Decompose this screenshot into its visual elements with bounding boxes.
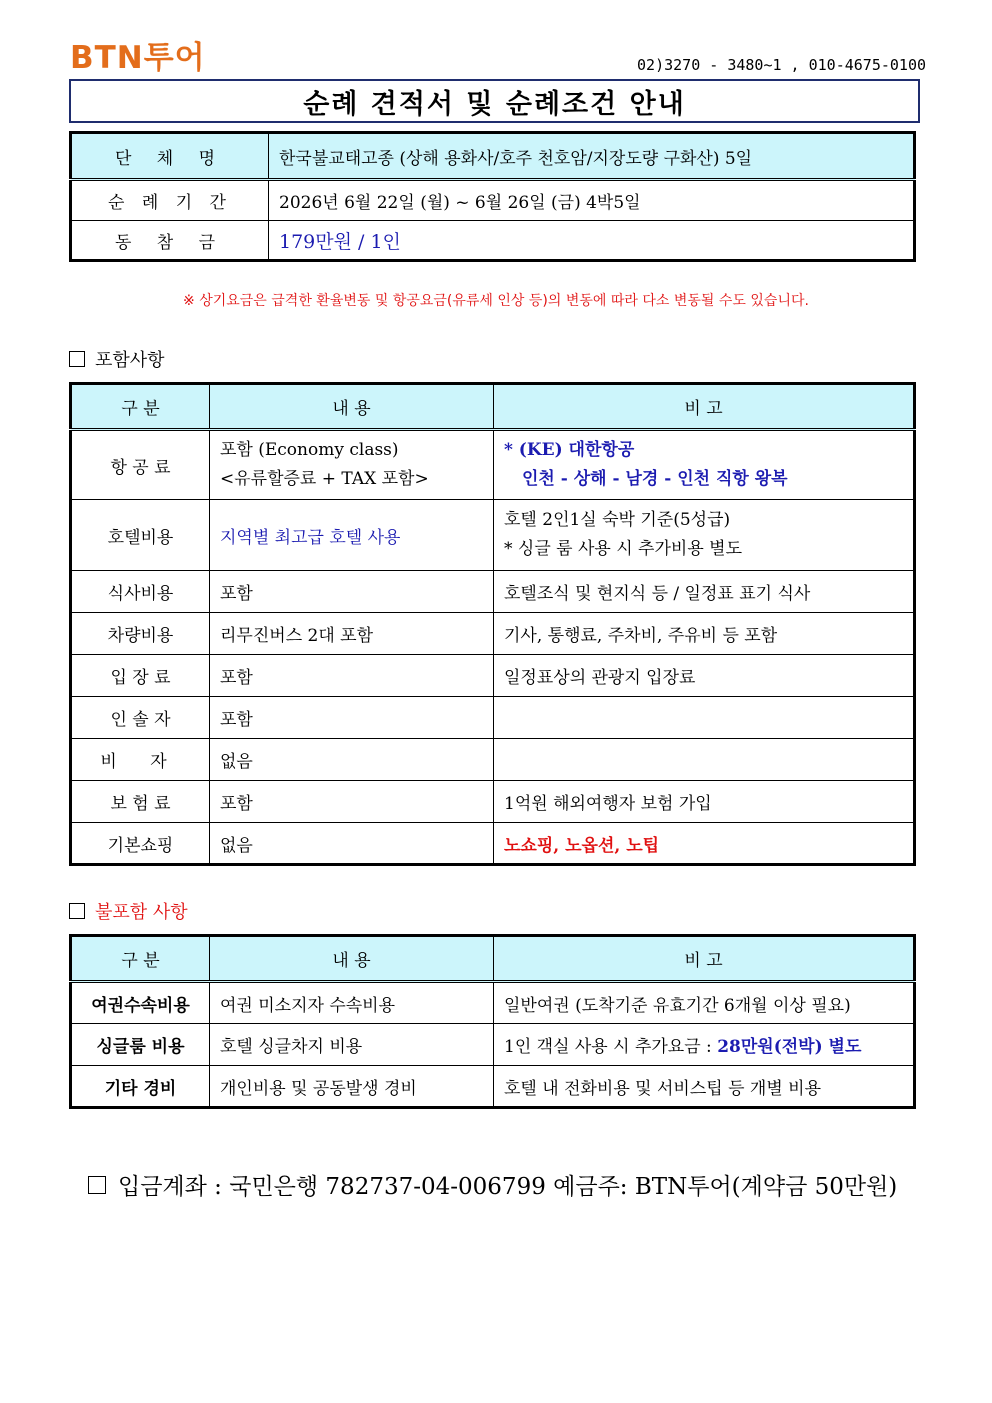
table-row: [71, 982, 915, 1024]
row-category: 보 험 료: [71, 781, 210, 823]
remark-line: * (KE) 대한항공: [504, 440, 635, 460]
company-logo: BTN투어: [70, 40, 206, 76]
info-row-period: [71, 180, 915, 221]
col-header-remark: 비 고: [494, 936, 915, 982]
row-remark: [494, 982, 915, 1024]
table-row: [71, 1024, 915, 1066]
info-value-period: 2026년 6월 22일 (월) ~ 6월 26일 (금) 4박5일: [269, 180, 915, 221]
page-title: 순례 견적서 및 순례조건 안내: [69, 79, 920, 123]
info-row-price: [71, 221, 915, 261]
info-label-group: 단 체 명: [71, 133, 269, 180]
row-remark: 호텔조식 및 현지식 등 / 일정표 표기 식사: [494, 571, 915, 613]
table-row: [71, 500, 915, 571]
remark-text: 호텔 내 전화비용 및 서비스팁 등 개별 비용: [504, 1078, 822, 1099]
row-remark: 노쇼핑, 노옵션, 노팁: [494, 823, 915, 865]
row-content: 리무진버스 2대 포함: [210, 613, 494, 655]
bank-account-text: 입금계좌 : 국민은행 782737-04-006799 예금주: BTN투어(계약금 50만원): [118, 1174, 898, 1200]
row-content: 포함: [210, 781, 494, 823]
info-table: [69, 131, 916, 262]
bank-account-info: [88, 1168, 897, 1201]
row-remark: 일정표상의 관광지 입장료: [494, 655, 915, 697]
table-row: [71, 739, 915, 781]
checkbox-icon: [69, 351, 85, 367]
remark-text: 1인 객실 사용 시 추가요금 :: [504, 1037, 718, 1057]
row-content: 포함: [210, 697, 494, 739]
remark-line: 호텔 2인1실 숙박 기준(5성급): [504, 510, 731, 530]
remark-line: 인천 - 상해 - 남경 - 인천 직항 왕복: [522, 469, 788, 489]
info-value-group: 한국불교태고종 (상해 용화사/호주 천호암/지장도량 구화산) 5일: [269, 133, 915, 180]
row-category: 비 자: [71, 739, 210, 781]
content-line: 포함 (Economy class): [220, 440, 399, 460]
excluded-section-title: 불포함 사항: [95, 902, 188, 923]
row-content: 없음: [210, 739, 494, 781]
included-section-title: 포함사항: [95, 350, 165, 371]
excluded-table: [69, 934, 916, 1109]
info-label-period: 순 례 기 간: [71, 180, 269, 221]
excluded-header-row: [71, 936, 915, 982]
row-category: 항 공 료: [71, 430, 210, 500]
included-table: [69, 382, 916, 866]
remark-line: * 싱글 룸 사용 시 추가비용 별도: [504, 539, 742, 559]
info-label-price: 동 참 금: [71, 221, 269, 261]
row-content: 개인비용 및 공동발생 경비: [210, 1066, 494, 1108]
row-category: 기타 경비: [71, 1066, 210, 1108]
table-row: [71, 613, 915, 655]
table-row: [71, 430, 915, 500]
row-category: 식사비용: [71, 571, 210, 613]
col-header-category: 구 분: [71, 384, 210, 430]
row-content: [210, 430, 494, 500]
row-category: 기본쇼핑: [71, 823, 210, 865]
col-header-remark: 비 고: [494, 384, 915, 430]
checkbox-icon: [88, 1176, 106, 1194]
row-remark: [494, 1066, 915, 1108]
row-remark: [494, 500, 915, 571]
row-category: 입 장 료: [71, 655, 210, 697]
table-row: [71, 571, 915, 613]
checkbox-icon: [69, 903, 85, 919]
row-content: 지역별 최고급 호텔 사용: [210, 500, 494, 571]
row-remark: [494, 1024, 915, 1066]
table-row: [71, 781, 915, 823]
included-section-heading: [69, 346, 165, 372]
remark-highlight: 28만원(전박) 별도: [717, 1037, 862, 1057]
row-remark: [494, 430, 915, 500]
row-category: 호텔비용: [71, 500, 210, 571]
info-value-price: 179만원 / 1인: [269, 221, 915, 261]
row-content: 여권 미소지자 수속비용: [210, 982, 494, 1024]
remark-text: 일반여권 (도착기준 유효기간 6개월 이상 필요): [504, 995, 851, 1016]
row-content: 없음: [210, 823, 494, 865]
row-remark: [494, 697, 915, 739]
col-header-content: 내 용: [210, 936, 494, 982]
content-line: <유류할증료 + TAX 포함>: [220, 469, 429, 489]
table-row: [71, 1066, 915, 1108]
row-category: 인 솔 자: [71, 697, 210, 739]
phone-numbers: 02)3270 - 3480~1 , 010-4675-0100: [637, 56, 926, 74]
table-row: [71, 697, 915, 739]
row-category: 여권수속비용: [71, 982, 210, 1024]
row-content: 포함: [210, 571, 494, 613]
row-category: 싱글룸 비용: [71, 1024, 210, 1066]
row-content: 포함: [210, 655, 494, 697]
table-row: [71, 655, 915, 697]
col-header-category: 구 분: [71, 936, 210, 982]
price-notice: ※ 상기요금은 급격한 환율변동 및 항공요금(유류세 인상 등)의 변동에 따라 다소 변동될 수도 있습니다.: [183, 293, 809, 309]
row-remark: 1억원 해외여행자 보험 가입: [494, 781, 915, 823]
excluded-section-heading: [69, 898, 188, 924]
col-header-content: 내 용: [210, 384, 494, 430]
table-row: [71, 823, 915, 865]
info-row-group: [71, 133, 915, 180]
row-remark: [494, 739, 915, 781]
row-category: 차량비용: [71, 613, 210, 655]
row-remark: 기사, 통행료, 주차비, 주유비 등 포함: [494, 613, 915, 655]
row-content: 호텔 싱글차지 비용: [210, 1024, 494, 1066]
included-header-row: [71, 384, 915, 430]
